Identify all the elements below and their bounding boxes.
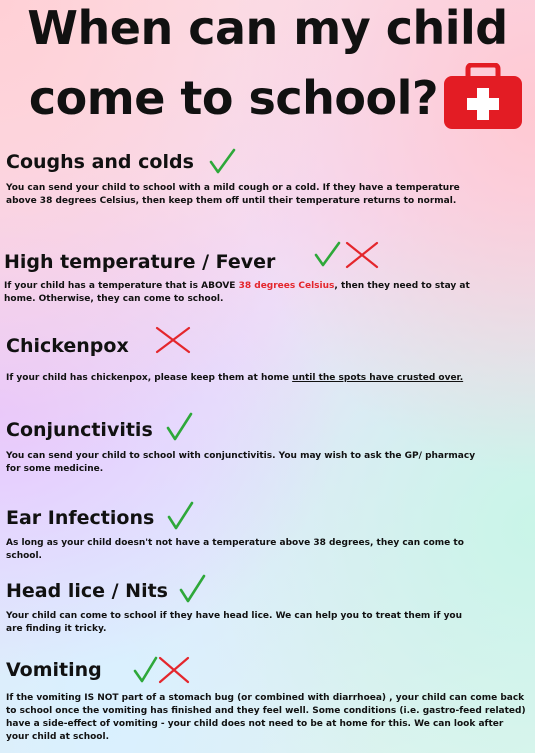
section-head-lice: [6, 578, 506, 636]
check-icon: [313, 241, 341, 269]
check-icon: [165, 412, 193, 442]
cross-icon: [345, 241, 379, 269]
page-title-line-2: come to school?: [28, 71, 439, 125]
section-conjunctivitis: [6, 418, 506, 476]
check-icon: [132, 656, 158, 684]
cross-icon: [155, 326, 191, 354]
check-icon: [208, 148, 236, 176]
check-icon: [166, 501, 194, 531]
page-title-line-1: When can my child: [27, 1, 508, 55]
section-heading-headlice: Head lice / Nits: [6, 580, 168, 602]
cross-icon: [158, 656, 190, 684]
section-body-conjunctivitis: You can send your child to school with conjunctivitis. You may wish to ask the GP/ pharmacy for some medicine.: [6, 451, 476, 474]
section-body-temperature: [4, 280, 474, 306]
section-body-chickenpox: [6, 372, 476, 385]
section-ear-infections: [6, 505, 506, 563]
section-heading-temperature: High temperature / Fever: [4, 251, 276, 273]
section-chickenpox: [6, 334, 506, 385]
section-heading-chickenpox: Chickenpox: [6, 335, 129, 357]
section-body-vomiting: If the vomiting IS NOT part of a stomach bug (or combined with diarrhoea) , your child can come back to school once the vomiting has finished and they feel well. Some conditions (i.e. gastro-feed related) have a side-effect of vomiting - your child does not need to be at home for this. We can look after your child at school.: [6, 693, 526, 742]
section-body-ear: As long as your child doesn't not have a temperature above 38 degrees, they can come to school.: [6, 538, 464, 561]
section-heading-ear: Ear Infections: [6, 507, 155, 529]
section-body-coughs: You can send your child to school with a mild cough or a cold. If they have a temperature above 38 degrees Celsius, then keep them off until their temperature returns to normal.: [6, 183, 460, 206]
section-temperature: [4, 250, 504, 306]
section-heading-coughs: Coughs and colds: [6, 151, 194, 173]
section-heading-vomiting: Vomiting: [6, 659, 102, 681]
section-coughs: [6, 148, 506, 208]
section-vomiting: [6, 656, 531, 744]
temperature-text-after: , then they need to stay at home. Otherwise, they can come to school.: [4, 281, 470, 304]
first-aid-kit-icon: [442, 63, 524, 131]
section-heading-conjunctivitis: Conjunctivitis: [6, 419, 153, 441]
check-icon: [178, 574, 206, 604]
chickenpox-underlined-text: until the spots have crusted over.: [292, 373, 464, 383]
temperature-text-before: If your child has a temperature that is ABOVE: [4, 281, 239, 291]
temperature-highlight: 38 degrees Celsius: [238, 281, 335, 291]
chickenpox-text-before: If your child has chickenpox, please keep them at home: [6, 373, 293, 383]
section-body-headlice: Your child can come to school if they have head lice. We can help you to treat them if you are finding it tricky.: [6, 611, 463, 634]
